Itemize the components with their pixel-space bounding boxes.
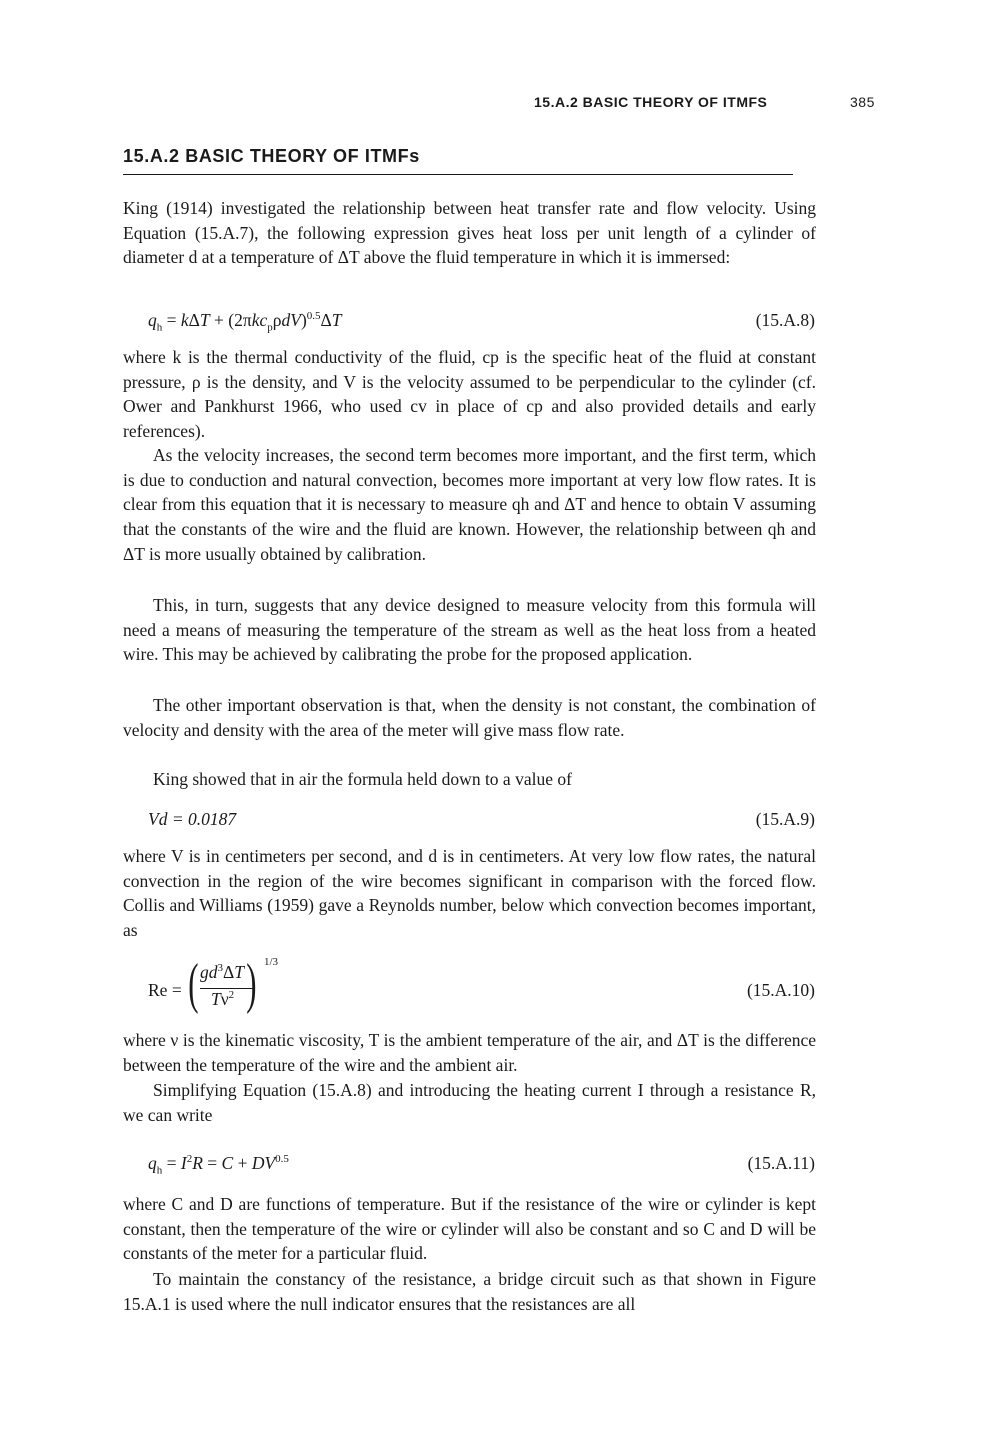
paragraph-1: King (1914) investigated the relationship between heat transfer rate and flow velocity. Using Equation (15.A.7), the following expression gives heat loss per unit length of a cylinder of diameter d at a temperature of ΔT above the fluid temperature in which it is immersed:	[123, 198, 816, 268]
exponent: 1/3	[264, 956, 279, 968]
paragraph-8: where ν is the kinematic viscosity, T is the ambient temperature of the air, and ΔT is the difference between the temperature of the wire and the ambient air.	[123, 1030, 816, 1075]
equation-number: (15.A.11)	[747, 1153, 815, 1173]
reynolds-lhs: Re =	[148, 980, 182, 1000]
equation-number: (15.A.8)	[755, 310, 815, 330]
fraction-denominator: $T\nu^2$	[211, 989, 235, 1009]
paragraph-10: where C and D are functions of temperature. But if the resistance of the wire or cylinder is kept constant, then the temperature of the wire or cylinder will also be constant and so C and D will be constants of the meter for a particular fluid.	[123, 1194, 816, 1264]
paragraph-4: This, in turn, suggests that any device designed to measure velocity from this formula will need a means of measuring the temperature of the stream as well as the heat loss from a heated wire. This may be achieved by calibrating the probe for the proposed application.	[123, 595, 816, 665]
equation-number: (15.A.9)	[755, 809, 815, 829]
paragraph-6: King showed that in air the formula held down to a value of	[153, 769, 572, 789]
equation-15-A-9	[148, 807, 815, 837]
paragraph-7: where V is in centimeters per second, and d is in centimeters. At very low flow rates, the natural convection in the region of the wire becomes significant in comparison with the forced flow. Collis and Williams (1959) gave a Reynolds number, below which convection becomes important, as	[123, 846, 816, 941]
paragraph-2: where k is the thermal conductivity of the fluid, cp is the specific heat of the fluid at constant pressure, ρ is the density, and V is the velocity assumed to be perpendicular to the cylinder (cf. Ower and Pankhurst 1966, who used cv in place of cp and also provided details and early references).	[123, 347, 816, 442]
right-parenthesis: )	[246, 953, 257, 1015]
running-head-title: 15.A.2 BASIC THEORY OF ITMFS	[534, 94, 768, 110]
equation-15-A-8	[148, 308, 815, 338]
paragraph-11: To maintain the constancy of the resistance, a bridge circuit such as that shown in Figure 15.A.1 is used where the null indicator ensures that the resistances are all	[123, 1269, 816, 1314]
equation-15-A-9-body: Vd = 0.0187	[148, 809, 237, 829]
equation-15-A-8-body: $q_h = k\Delta T + (2\pi kc_p\rho dV)^{0.5}\Delta T$	[148, 310, 342, 334]
section-rule	[123, 174, 793, 175]
fraction-numerator: $gd^3\Delta T$	[200, 962, 244, 982]
page-number: 385	[850, 94, 875, 110]
paragraph-5: The other important observation is that, when the density is not constant, the combination of velocity and density with the area of the meter will give mass flow rate.	[123, 695, 816, 740]
left-parenthesis: (	[188, 953, 199, 1015]
equation-number: (15.A.10)	[746, 980, 815, 1000]
section-heading: 15.A.2 BASIC THEORY OF ITMFs	[123, 146, 420, 166]
equation-15-A-11	[148, 1151, 815, 1181]
equation-15-A-11-body: $q_h = I^2R = C + DV^{0.5}$	[148, 1153, 289, 1177]
paragraph-3: As the velocity increases, the second term becomes more important, and the first term, which is due to conduction and natural convection, becomes more important at very low flow rates. It is clear from this equation that it is necessary to measure qh and ΔT and hence to obtain V assuming that the constants of the wire and the fluid are known. However, the relationship between qh and ΔT is more usually obtained by calibration.	[123, 445, 816, 564]
paragraph-9: Simplifying Equation (15.A.8) and introducing the heating current I through a resistance R, we can write	[123, 1080, 816, 1125]
equation-15-A-10	[148, 952, 815, 1024]
